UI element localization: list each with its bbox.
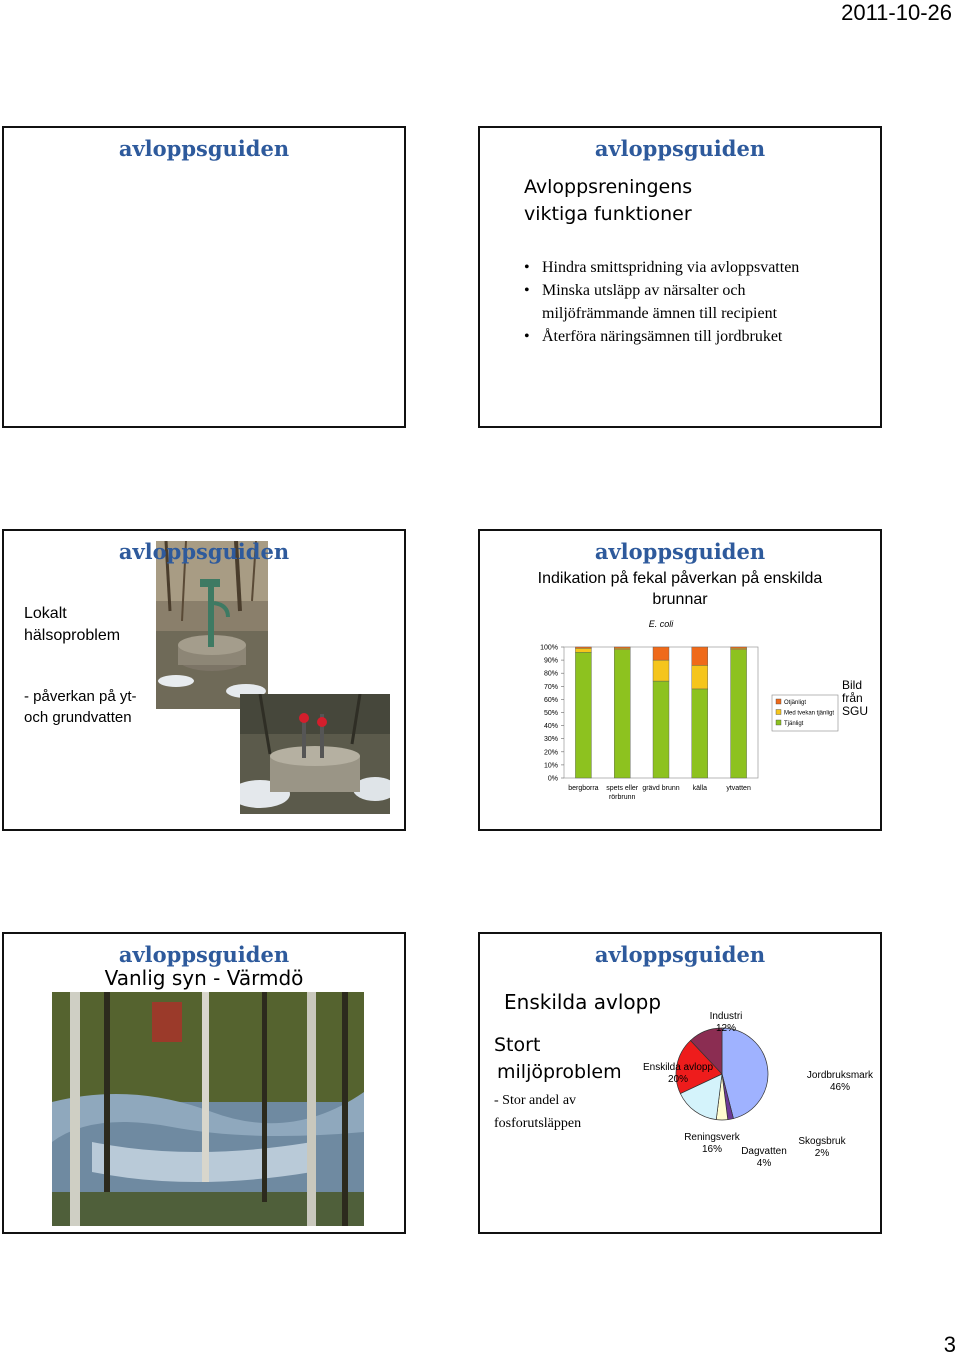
subtitle-line: Stort bbox=[494, 1034, 541, 1056]
legend-label: Tjänligt bbox=[784, 721, 804, 727]
bar-segment bbox=[731, 647, 747, 648]
slide-5 bbox=[2, 932, 406, 1234]
y-tick-label: 50% bbox=[543, 710, 558, 717]
legend-swatch bbox=[776, 699, 781, 704]
x-category-label: ytvatten bbox=[726, 785, 751, 792]
y-tick-label: 60% bbox=[543, 696, 558, 704]
source-note bbox=[842, 679, 868, 718]
pie-label-name: Jordbruksmark bbox=[806, 1070, 874, 1081]
source-note-line: Bild bbox=[842, 678, 863, 692]
legend-label: Med tvekan tjänligt bbox=[784, 710, 835, 717]
source-note-line: från bbox=[842, 691, 863, 705]
slide-title-line: Indikation på fekal påverkan på enskilda bbox=[537, 570, 823, 587]
y-tick-label: 0% bbox=[547, 775, 558, 783]
slide-6 bbox=[478, 932, 882, 1234]
slide-1 bbox=[2, 126, 406, 428]
note-line: fosforutsläppen bbox=[494, 1116, 582, 1131]
pie-label-value: 2% bbox=[814, 1148, 830, 1159]
brand-logo: avloppsguiden bbox=[594, 136, 766, 161]
pie-label-name: Enskilda avlopp bbox=[642, 1062, 714, 1073]
pie-label-value: 16% bbox=[701, 1144, 723, 1155]
bullet-list bbox=[524, 256, 874, 348]
legend-swatch bbox=[776, 710, 781, 715]
slide-title bbox=[524, 174, 692, 228]
y-tick-label: 10% bbox=[543, 762, 558, 770]
bullet-item bbox=[524, 325, 874, 348]
pie-label-name: Industri bbox=[709, 1011, 743, 1022]
bar-segment bbox=[575, 648, 591, 652]
brand-logo: avloppsguiden bbox=[594, 942, 766, 967]
page-number: 3 bbox=[943, 1332, 956, 1357]
bar-segment bbox=[692, 647, 708, 665]
brand-logo: avloppsguiden bbox=[594, 539, 766, 564]
bar-segment bbox=[614, 647, 630, 648]
bar-segment bbox=[653, 660, 669, 681]
pie-label-value: 4% bbox=[756, 1158, 772, 1169]
pie-label-name: Skogsbruk bbox=[798, 1136, 846, 1147]
x-category-label: grävd brunn bbox=[642, 785, 680, 792]
bullet-item bbox=[524, 279, 874, 325]
caption-line: Lokalt bbox=[24, 605, 67, 622]
bullet-text: • Hindra smittspridning via avloppsvatten bbox=[542, 259, 800, 276]
forest-stream-photo bbox=[52, 992, 364, 1226]
left-caption-bottom bbox=[24, 686, 137, 728]
bar-segment bbox=[692, 689, 708, 778]
bar-segment bbox=[575, 647, 591, 648]
x-category-label: källa bbox=[692, 785, 708, 792]
y-tick-label: 100% bbox=[540, 644, 558, 652]
bullet-text: miljöfrämmande ämnen till recipient bbox=[542, 305, 778, 322]
bullet-text: • Minska utsläpp av närsalter och bbox=[542, 282, 746, 299]
brand-logo: avloppsguiden bbox=[118, 942, 290, 967]
well-photo-2 bbox=[240, 694, 390, 814]
slide-4 bbox=[478, 529, 882, 831]
bar-segment bbox=[731, 650, 747, 778]
slide-title bbox=[480, 568, 880, 610]
bullet-item bbox=[524, 256, 874, 279]
left-caption-top bbox=[24, 603, 120, 647]
caption-line: och grundvatten bbox=[24, 709, 132, 726]
slide-3 bbox=[2, 529, 406, 831]
slide-note bbox=[494, 1089, 581, 1135]
pie-label-value: 20% bbox=[667, 1074, 689, 1085]
pie-label-value: 46% bbox=[829, 1082, 851, 1093]
date-header: 2011-10-26 bbox=[841, 0, 952, 25]
slide-title-line: brunnar bbox=[652, 591, 708, 608]
legend-swatch bbox=[776, 720, 781, 725]
slide-subtitle bbox=[494, 1032, 622, 1086]
legend-label: Otjänligt bbox=[784, 700, 807, 706]
x-category-label: bergborra bbox=[568, 785, 599, 792]
chart-title: E. coli bbox=[648, 619, 674, 629]
y-tick-label: 40% bbox=[543, 723, 558, 731]
ecoli-bar-chart bbox=[528, 611, 844, 827]
forest-stream-image bbox=[52, 992, 364, 1226]
bar-segment bbox=[575, 652, 591, 778]
caption-line: - påverkan på yt- bbox=[24, 688, 137, 705]
brand-logo: avloppsguiden bbox=[118, 539, 290, 564]
y-tick-label: 30% bbox=[543, 736, 558, 744]
y-tick-label: 70% bbox=[543, 683, 558, 691]
slide-title-line: Avloppsreningens bbox=[524, 176, 693, 198]
well-photo-1 bbox=[156, 541, 268, 709]
slide-title: Enskilda avlopp bbox=[504, 990, 662, 1014]
slide-2 bbox=[478, 126, 882, 428]
y-tick-label: 80% bbox=[543, 670, 558, 678]
slide-title-line: viktiga funktioner bbox=[524, 203, 692, 225]
y-tick-label: 20% bbox=[543, 749, 558, 757]
well-photo-2-image bbox=[240, 694, 390, 814]
chart-legend bbox=[772, 695, 838, 731]
bar-segment bbox=[614, 650, 630, 778]
bar-segment bbox=[653, 647, 669, 660]
bar-segment bbox=[653, 681, 669, 778]
source-note-line: SGU bbox=[842, 704, 869, 718]
caption-line: hälsoproblem bbox=[24, 627, 121, 644]
subtitle-line: miljöproblem bbox=[497, 1061, 622, 1083]
bar-segment bbox=[692, 665, 708, 689]
y-tick-label: 90% bbox=[543, 657, 558, 665]
x-category-label: spets eller bbox=[606, 785, 639, 792]
brand-logo: avloppsguiden bbox=[118, 136, 290, 161]
note-line: - Stor andel av bbox=[494, 1093, 577, 1108]
pie-label-value: 12% bbox=[715, 1023, 737, 1034]
well-photo-1-image bbox=[156, 541, 268, 709]
x-category-label: rörbrunn bbox=[608, 794, 636, 801]
pie-label-name: Reningsverk bbox=[684, 1132, 740, 1143]
slide-title: Vanlig syn - Värmdö bbox=[104, 966, 304, 990]
bullet-text: • Återföra näringsämnen till jordbruket bbox=[542, 328, 783, 345]
pie-label-name: Dagvatten bbox=[741, 1146, 787, 1157]
phosphorus-pie-chart bbox=[640, 1004, 878, 1174]
